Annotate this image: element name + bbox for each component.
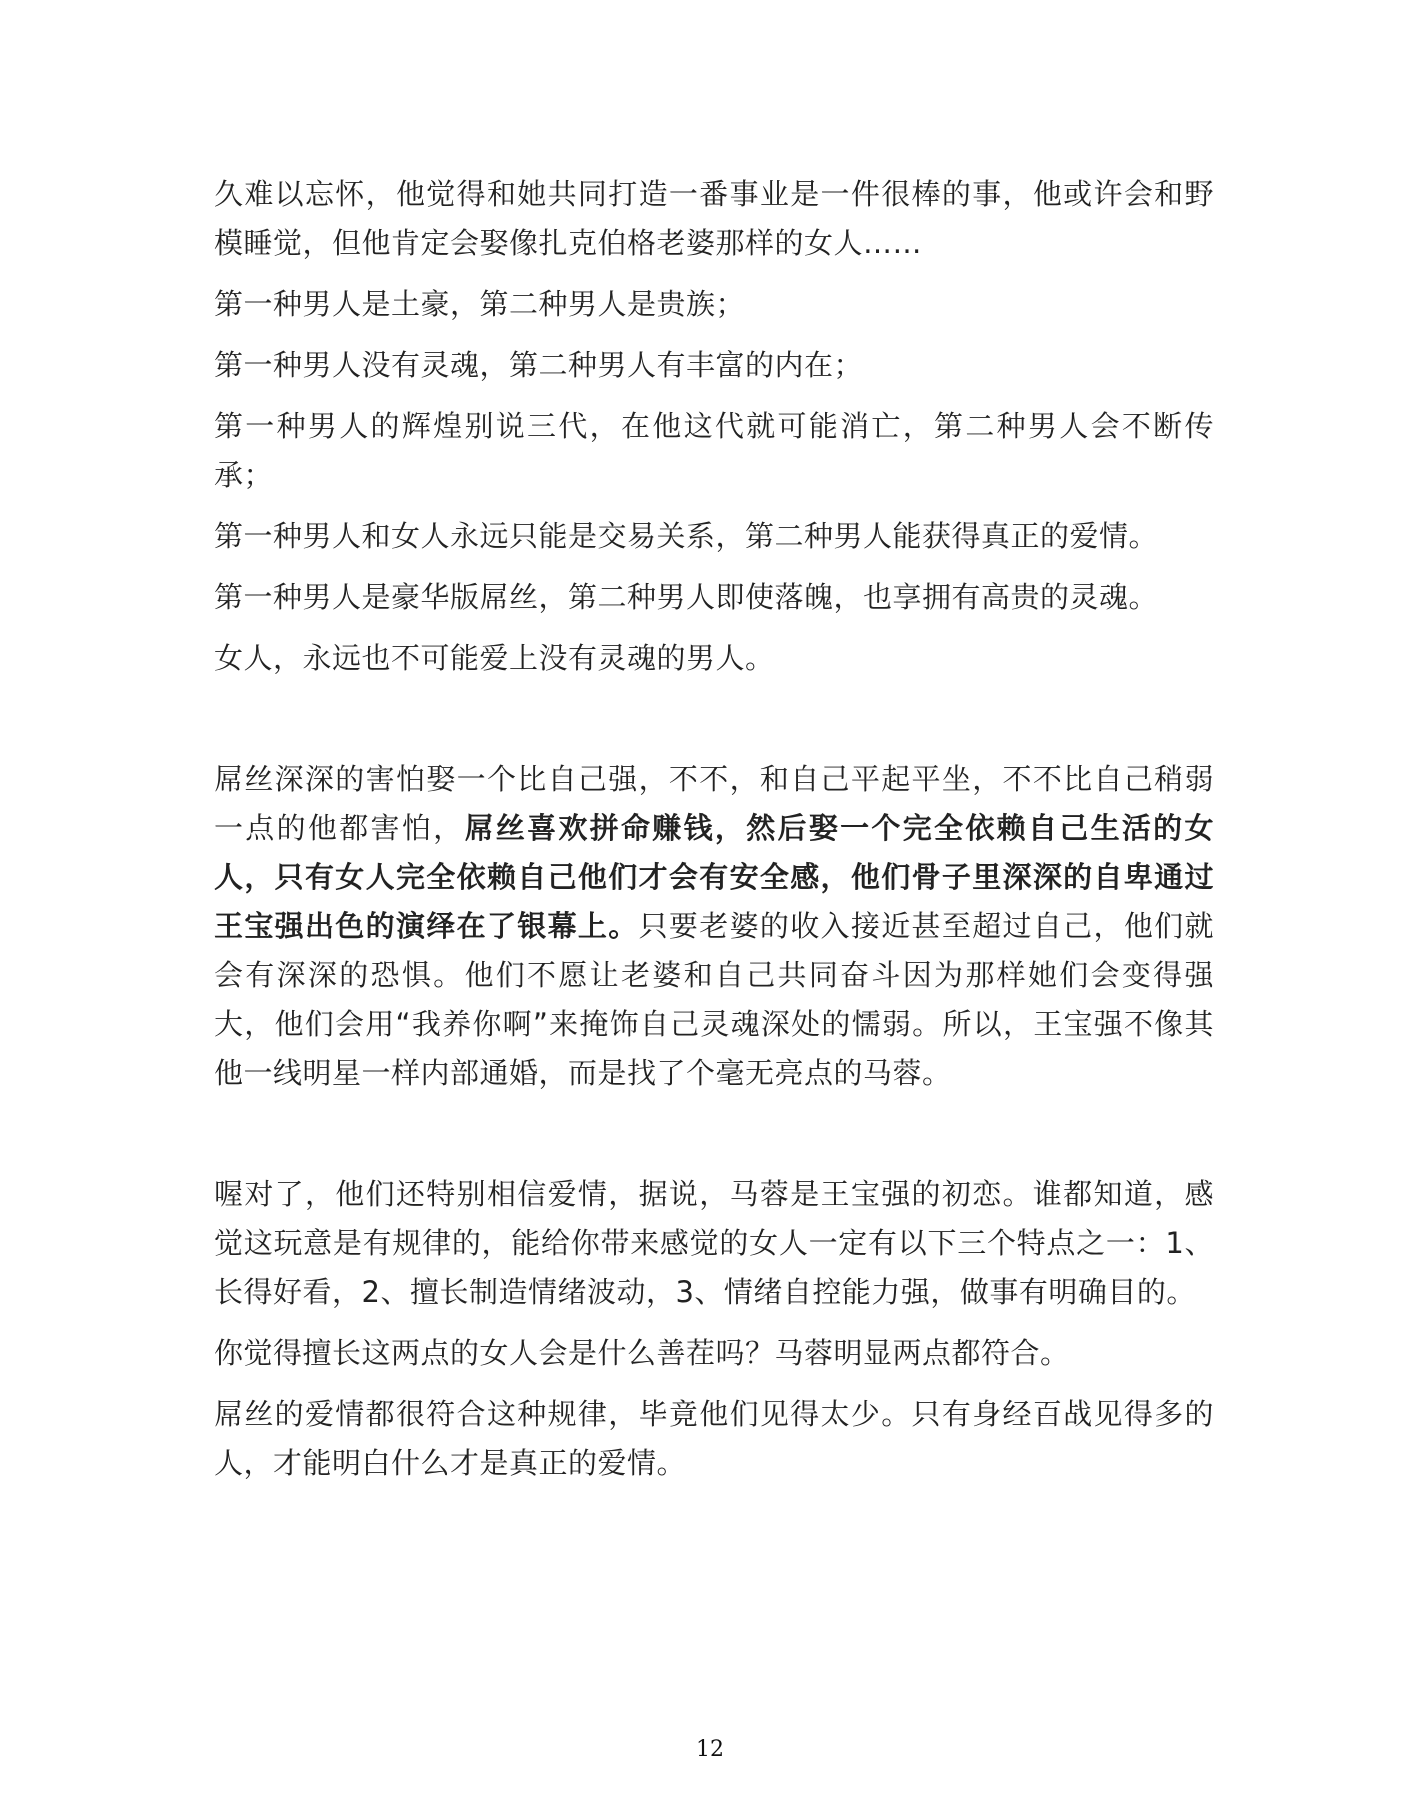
paragraph: 第一种男人是土豪，第二种男人是贵族； (214, 287, 746, 321)
page-number: 12 (696, 1737, 724, 1762)
section-love-rules (214, 1170, 1214, 1488)
page-content (214, 170, 1214, 1500)
paragraph: 屌丝的爱情都很符合这种规律，毕竟他们见得太少。只有身经百战见得多的人，才能明白什么才是真正的爱情。 (214, 1397, 1214, 1480)
paragraph: 第一种男人和女人永远只能是交易关系，第二种男人能获得真正的爱情。 (214, 519, 1159, 553)
paragraph: 女人，永远也不可能爱上没有灵魂的男人。 (214, 641, 775, 675)
emphasized-text: 屌丝喜欢拼命赚钱，然后娶一个完全依赖自己生活的女人，只有女人完全依赖自己他们才会有安全感，他们骨子里深深的自卑通过王宝强出色的演绎在了银幕上。 (214, 811, 1214, 943)
paragraph-text: 只要老婆的收入接近甚至超过自己，他们就会有深深的恐惧。他们不愿让老婆和自己共同奋斗因为那样她们会变得强大，他们会用“我养你啊”来掩饰自己灵魂深处的懦弱。所以，王宝强不像其他一线明星一样内部通婚，而是找了个毫无亮点的马蓉。 (214, 909, 1214, 1090)
paragraph-text: 屌丝深深的害怕娶一个比自己强，不不，和自己平起平坐，不不比自己稍弱一点的他都害怕， (214, 762, 1214, 845)
paragraph: 你觉得擅长这两点的女人会是什么善茬吗？马蓉明显两点都符合。 (214, 1336, 1070, 1370)
paragraph: 久难以忘怀，他觉得和她共同打造一番事业是一件很棒的事，他或许会和野模睡觉，但他肯定会娶像扎克伯格老婆那样的女人…… (214, 177, 1214, 260)
paragraph: 喔对了，他们还特别相信爱情，据说，马蓉是王宝强的初恋。谁都知道，感觉这玩意是有规律的，能给你带来感觉的女人一定有以下三个特点之一：1、长得好看，2、擅长制造情绪波动，3、情绪自控能力强，做事有明确目的。 (214, 1177, 1214, 1309)
section-fear-paragraph (214, 755, 1214, 1098)
paragraph: 第一种男人是豪华版屌丝，第二种男人即使落魄，也享拥有高贵的灵魂。 (214, 580, 1159, 614)
paragraph: 第一种男人没有灵魂，第二种男人有丰富的内在； (214, 348, 864, 382)
section-men-comparison (214, 170, 1214, 683)
paragraph-with-emphasis (214, 755, 1214, 1098)
paragraph: 第一种男人的辉煌别说三代，在他这代就可能消亡，第二种男人会不断传承； (214, 409, 1214, 492)
